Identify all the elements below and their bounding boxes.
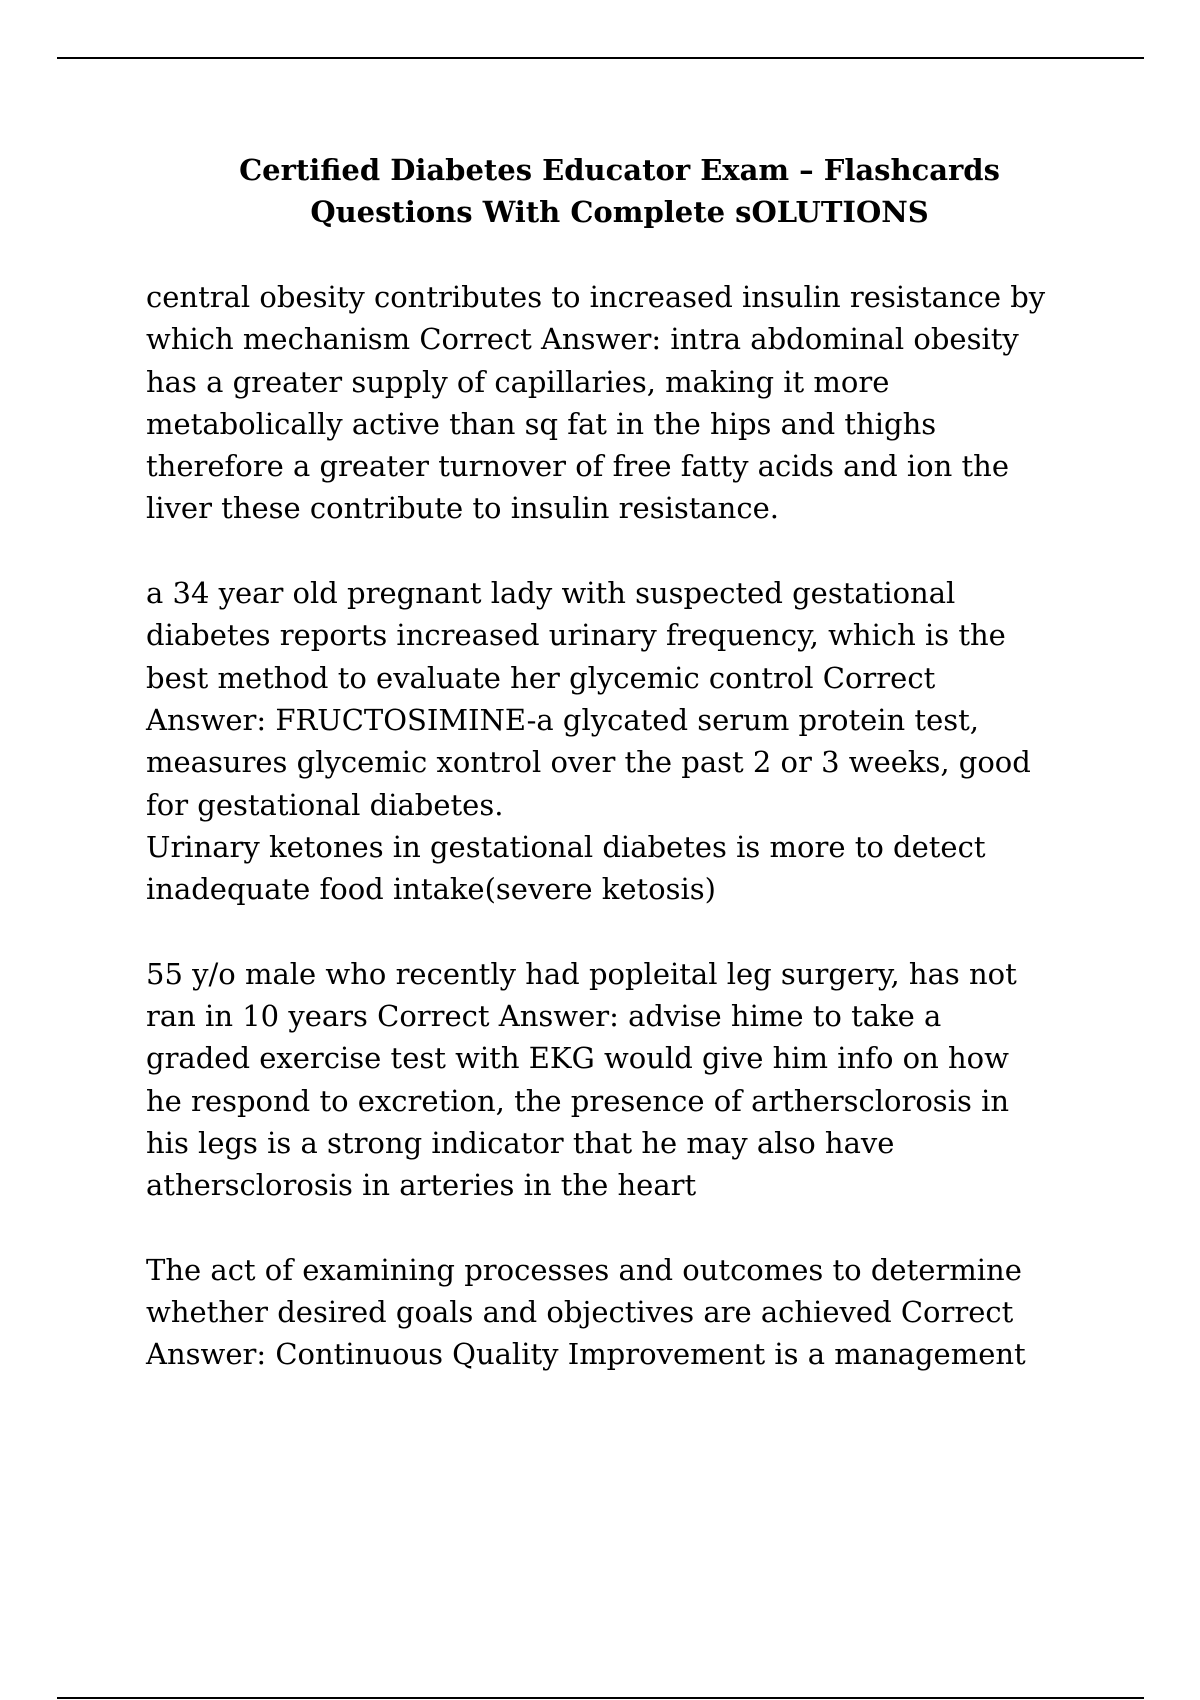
text-line: for gestational diabetes. <box>146 787 504 822</box>
text-line: ran in 10 years Correct Answer: advise hime to take a <box>146 999 942 1034</box>
text-line: whether desired goals and objectives are achieved Correct <box>146 1295 1014 1330</box>
text-line: central obesity contributes to increased insulin resistance by <box>146 280 1046 314</box>
text-line: he respond to excretion, the presence of arthersclorosis in <box>146 1083 1010 1118</box>
text-line: which mechanism Correct Answer: intra abdominal obesity <box>146 322 1019 357</box>
text-line: 55 y/o male who recently had popleital leg surgery, has not <box>146 956 1017 991</box>
text-line: The act of examining processes and outcomes to determine <box>146 1252 1022 1287</box>
title-line: Questions With Complete sOLUTIONS <box>310 195 929 229</box>
flashcard-item <box>146 276 1106 530</box>
text-line: has a greater supply of capillaries, making it more <box>146 364 890 399</box>
flashcard-list <box>146 276 1106 1418</box>
footer-rule <box>57 1697 1144 1699</box>
flashcard-item <box>146 953 1106 1207</box>
text-line: inadequate food intake(severe ketosis) <box>146 872 716 907</box>
title-line: Certified Diabetes Educator Exam – Flashcards <box>239 153 1000 187</box>
text-line: liver these contribute to insulin resistance. <box>146 491 779 526</box>
text-line: Answer: Continuous Quality Improvement is a management <box>146 1337 1026 1372</box>
text-line: therefore a greater turnover of free fatty acids and ion the <box>146 449 1010 484</box>
text-line: athersclorosis in arteries in the heart <box>146 1168 697 1203</box>
text-line: his legs is a strong indicator that he may also have <box>146 1125 895 1160</box>
document-title <box>146 149 1093 233</box>
flashcard-item <box>146 1249 1106 1376</box>
text-line: Answer: FRUCTOSIMINE-a glycated serum protein test, <box>146 702 979 737</box>
text-line: metabolically active than sq fat in the hips and thighs <box>146 406 937 441</box>
text-line: a 34 year old pregnant lady with suspected gestational <box>146 576 956 611</box>
text-line: best method to evaluate her glycemic control Correct <box>146 660 936 695</box>
flashcard-item <box>146 572 1106 910</box>
text-line: graded exercise test with EKG would give him info on how <box>146 1041 1009 1076</box>
header-rule <box>57 57 1144 59</box>
text-line: diabetes reports increased urinary frequency, which is the <box>146 618 1006 653</box>
text-line: Urinary ketones in gestational diabetes is more to detect <box>146 829 986 864</box>
text-line: measures glycemic xontrol over the past 2 or 3 weeks, good <box>146 745 1031 780</box>
